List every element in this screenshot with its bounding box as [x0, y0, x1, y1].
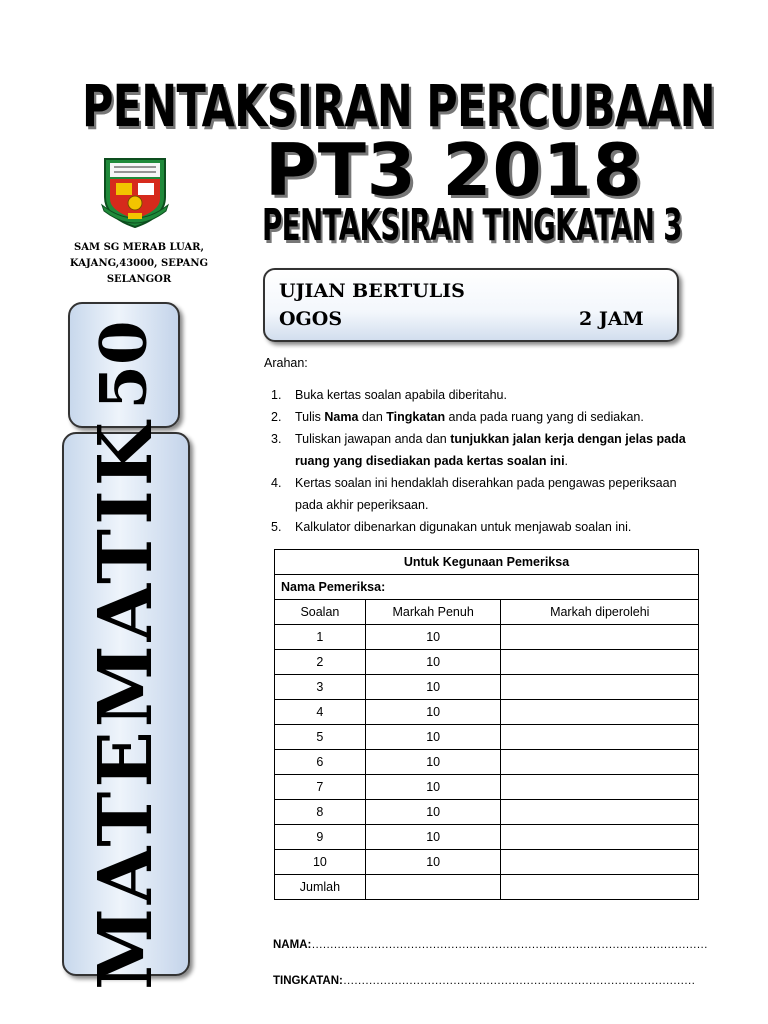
question-number: 1 — [275, 625, 366, 650]
full-marks: 10 — [365, 800, 501, 825]
question-number: 6 — [275, 750, 366, 775]
table-examiner-row — [275, 575, 699, 600]
school-address-line2: KAJANG,43000, SEPANG — [69, 258, 209, 269]
instructions-heading: Arahan: — [264, 356, 308, 370]
school-crest-icon — [100, 153, 170, 229]
table-header-row — [275, 600, 699, 625]
table-row — [275, 850, 699, 875]
form-dots: …………………………………………………………………………………… — [342, 975, 695, 987]
full-marks: 10 — [365, 725, 501, 750]
header-question: Soalan — [275, 600, 366, 625]
marks-obtained-cell[interactable] — [501, 725, 699, 750]
form-field[interactable] — [273, 975, 695, 987]
instruction-item: 5. Kalkulator dibenarkan digunakan untuk menjawab soalan ini. — [271, 520, 632, 534]
instruction-item: 1. Buka kertas soalan apabila diberitahu. — [271, 388, 507, 402]
instructions-list — [271, 384, 701, 538]
marks-obtained-cell[interactable] — [501, 700, 699, 725]
table-row — [275, 775, 699, 800]
table-row — [275, 825, 699, 850]
header-full-marks: Markah Penuh — [365, 600, 501, 625]
question-number: 5 — [275, 725, 366, 750]
marks-obtained-cell[interactable] — [501, 625, 699, 650]
marks-table — [274, 549, 699, 900]
name-field[interactable] — [273, 939, 707, 951]
question-number: 2 — [275, 650, 366, 675]
exam-info-box — [263, 268, 679, 342]
school-address-line3: SELANGOR — [106, 274, 172, 285]
exam-duration: 2 JAM — [579, 308, 644, 330]
question-number: 8 — [275, 800, 366, 825]
table-title: Untuk Kegunaan Pemeriksa — [275, 550, 699, 575]
name-dots: ……………………………………………………………………………………………… — [311, 939, 708, 951]
header-marks-obtained: Markah diperolehi — [501, 600, 699, 625]
table-row — [275, 650, 699, 675]
marks-obtained-cell[interactable] — [501, 850, 699, 875]
name-label: NAMA: — [273, 939, 312, 951]
form-label: TINGKATAN: — [273, 975, 343, 987]
full-marks: 10 — [365, 650, 501, 675]
full-marks: 10 — [365, 675, 501, 700]
instruction-item: 4. Kertas soalan ini hendaklah diserahkan pada pengawas peperiksaan pada akhir peperiksaan. — [271, 476, 677, 512]
full-marks: 10 — [365, 850, 501, 875]
question-number: 3 — [275, 675, 366, 700]
header-title-line2: PT3 2018 — [265, 128, 643, 212]
table-row — [275, 625, 699, 650]
question-number: 9 — [275, 825, 366, 850]
instruction-item: 3. Tuliskan jawapan anda dan tunjukkan jalan kerja dengan jelas pada ruang yang disediakan pada kertas soalan ini. — [271, 432, 686, 468]
full-marks: 10 — [365, 625, 501, 650]
question-number: 10 — [275, 850, 366, 875]
header-title-line1: PENTAKSIRAN PERCUBAAN — [82, 72, 715, 140]
total-label: Jumlah — [275, 875, 366, 900]
exam-month: OGOS — [279, 308, 343, 330]
school-address-line1: SAM SG MERAB LUAR, — [74, 242, 204, 253]
full-marks: 10 — [365, 700, 501, 725]
subject-code-box — [68, 302, 180, 428]
full-marks: 10 — [365, 750, 501, 775]
table-total-row — [275, 875, 699, 900]
subject-name: MATEMATIK — [83, 417, 169, 991]
school-address — [66, 240, 212, 288]
table-row — [275, 700, 699, 725]
examiner-name-field[interactable]: Nama Pemeriksa: — [275, 575, 699, 600]
marks-obtained-cell[interactable] — [501, 825, 699, 850]
marks-obtained-cell[interactable] — [501, 650, 699, 675]
marks-obtained-cell[interactable] — [501, 800, 699, 825]
header-title-line3: PENTAKSIRAN TINGKATAN 3 — [262, 200, 682, 251]
question-number: 4 — [275, 700, 366, 725]
table-row — [275, 800, 699, 825]
marks-obtained-cell[interactable] — [501, 675, 699, 700]
table-title-row — [275, 550, 699, 575]
marks-obtained-cell[interactable] — [501, 750, 699, 775]
table-row — [275, 725, 699, 750]
full-marks: 10 — [365, 825, 501, 850]
table-row — [275, 750, 699, 775]
total-full-cell[interactable] — [365, 875, 501, 900]
marks-obtained-cell[interactable] — [501, 775, 699, 800]
table-row — [275, 675, 699, 700]
subject-name-box — [62, 417, 190, 991]
total-obtained-cell[interactable] — [501, 875, 699, 900]
exam-title: UJIAN BERTULIS — [279, 280, 465, 302]
question-number: 7 — [275, 775, 366, 800]
subject-code: 50 — [86, 320, 162, 410]
instruction-item: 2. Tulis Nama dan Tingkatan anda pada ruang yang di sediakan. — [271, 410, 644, 424]
full-marks: 10 — [365, 775, 501, 800]
